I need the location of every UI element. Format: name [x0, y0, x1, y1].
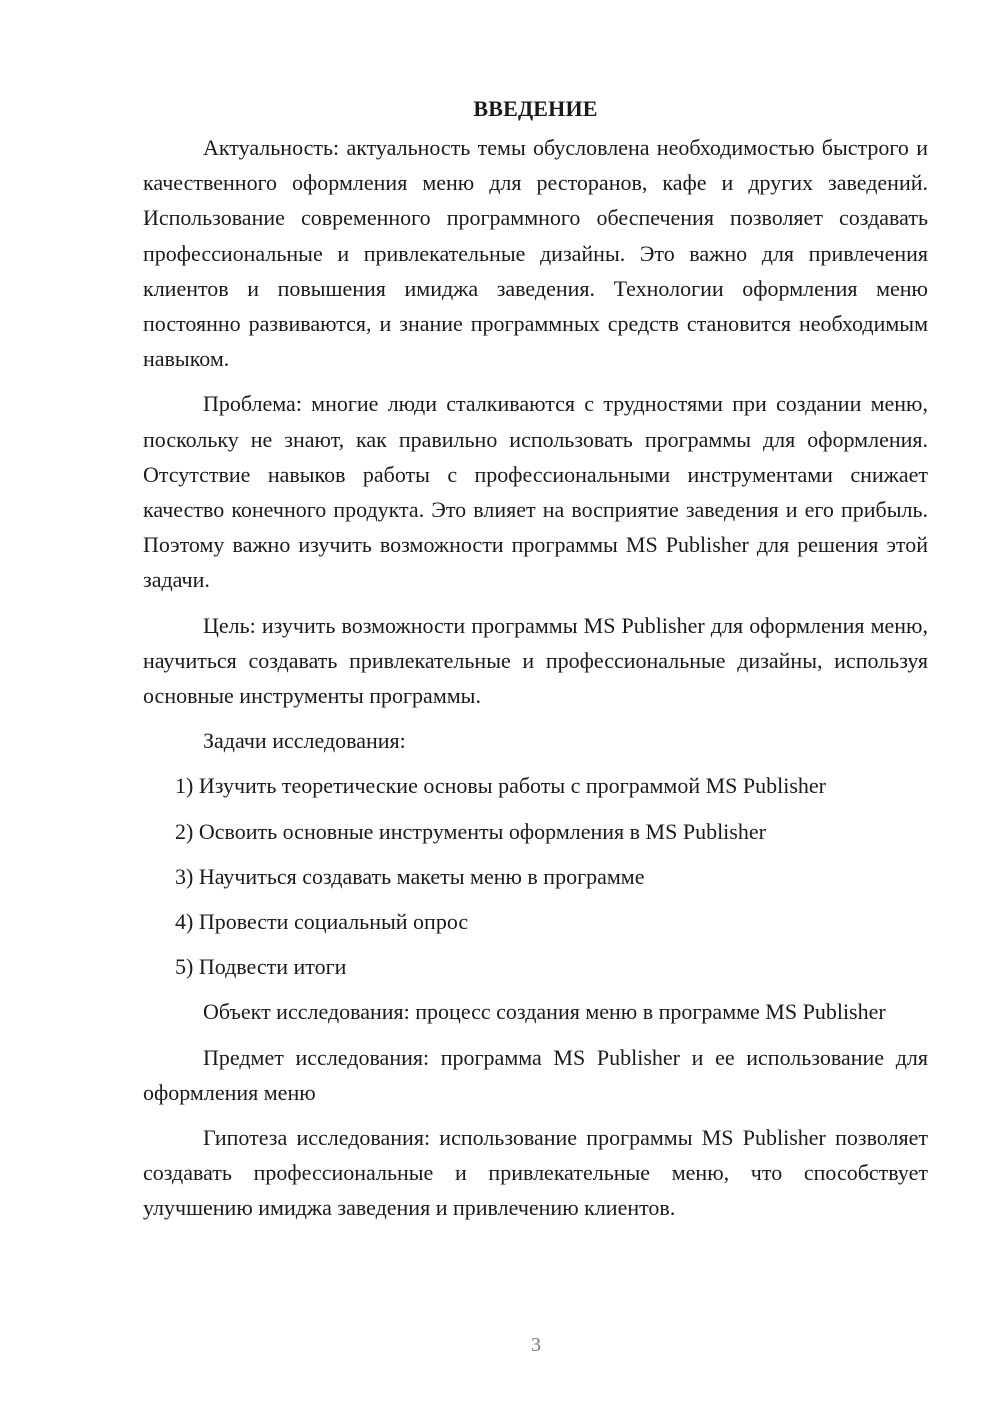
task-item-1: 1) Изучить теоретические основы работы с программой MS Publisher	[175, 773, 826, 799]
paragraph-object: Объект исследования: процесс создания меню в программе MS Publisher	[203, 999, 886, 1025]
paragraph-hypothesis: Гипотеза исследования: использование программы MS Publisher позволяет создавать профессиональные и привлекательные меню, что способствует улучшению имиджа заведения и привлечению клиентов.	[143, 1125, 928, 1221]
task-item-2: 2) Освоить основные инструменты оформления в MS Publisher	[175, 818, 766, 844]
paragraph-relevance: Актуальность: актуальность темы обусловлена необходимостью быстрого и качественного оформления меню для ресторанов, кафе и других заведений. Использование современного программного обеспечения позволяет создавать профессиональные и привлекательные дизайны. Это важно для привлечения клиентов и повышения имиджа заведения. Технологии оформления меню постоянно развиваются, и знание программных средств становится необходимым навыком.	[143, 135, 928, 372]
task-item-5: 5) Подвести итоги	[175, 954, 347, 980]
document-title: ВВЕДЕНИЕ	[473, 96, 598, 121]
tasks-list	[143, 768, 928, 984]
paragraph-goal: Цель: изучить возможности программы MS Publisher для оформления меню, научиться создавать привлекательные и профессиональные дизайны, используя основные инструменты программы.	[143, 612, 928, 709]
tasks-heading: Задачи исследования:	[203, 728, 406, 754]
task-item-3: 3) Научиться создавать макеты меню в программе	[175, 863, 645, 889]
paragraph-subject: Предмет исследования: программа MS Publisher и ее использование для оформления меню	[143, 1044, 928, 1105]
task-item-4: 4) Провести социальный опрос	[175, 909, 469, 935]
page-number: 3	[531, 1334, 541, 1356]
paragraph-problem: Проблема: многие люди сталкиваются с трудностями при создании меню, поскольку не знают, как правильно использовать программы для оформления. Отсутствие навыков работы с профессиональными инструментами снижает качество конечного продукта. Это влияет на восприятие заведения и его прибыль. Поэтому важно изучить возможности программы MS Publisher для решения этой задачи.	[143, 391, 928, 593]
document-page	[143, 94, 928, 1236]
